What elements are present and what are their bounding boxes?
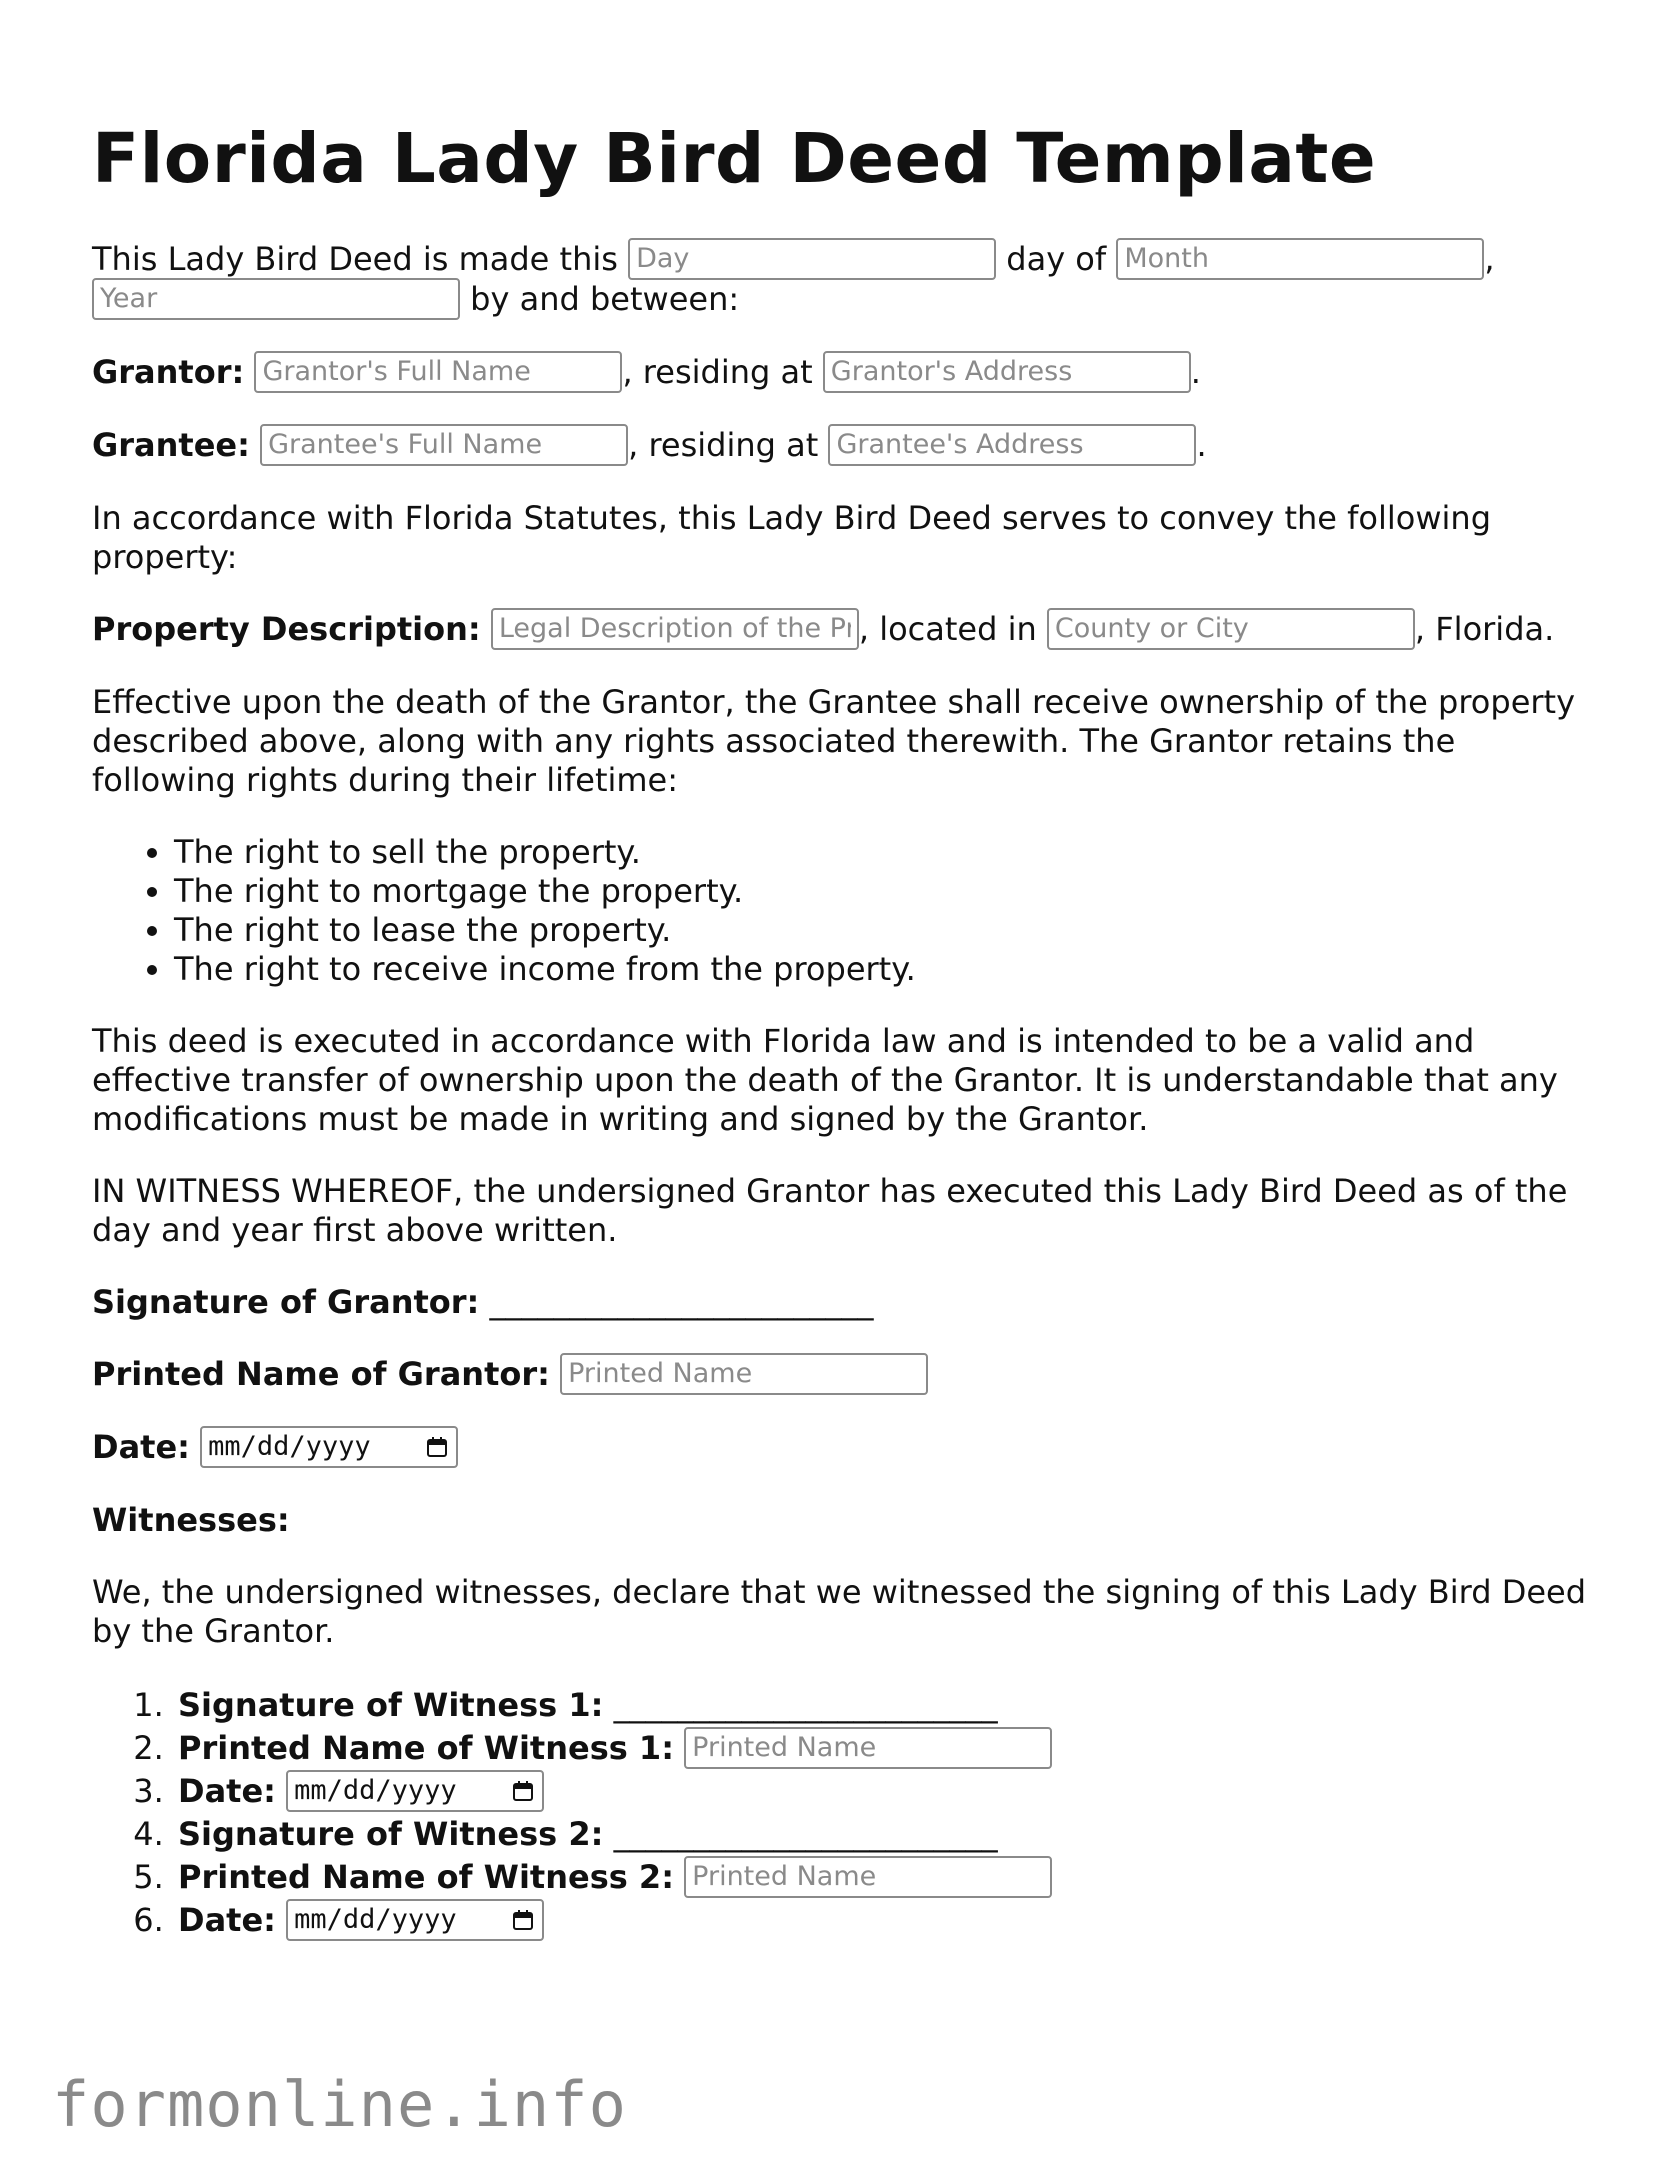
intro-paragraph bbox=[92, 240, 1592, 320]
watermark: formonline.info bbox=[52, 2068, 627, 2141]
page-title: Florida Lady Bird Deed Template bbox=[92, 119, 1377, 199]
witness2-date-label: Date: bbox=[178, 1900, 276, 1939]
grantee-name-field[interactable] bbox=[260, 424, 628, 466]
property-description-field[interactable] bbox=[491, 608, 859, 650]
calendar-icon[interactable] bbox=[512, 1780, 534, 1802]
effective-paragraph: Effective upon the death of the Grantor, the Grantee shall receive ownership of the property described above, along with any rights associated therewith. The Grantor retains the following rights during their lifetime: bbox=[92, 682, 1576, 799]
validity-paragraph: This deed is executed in accordance with Florida law and is intended to be a valid and effective transfer of ownership upon the death of the Grantor. It is understandable that any modifications must be made in writing and signed by the Grantor. bbox=[92, 1021, 1558, 1138]
grantor-printed-name-line bbox=[92, 1355, 1592, 1395]
deed-page bbox=[92, 100, 1592, 1942]
grantor-printed-name-field[interactable] bbox=[560, 1353, 928, 1395]
month-field[interactable] bbox=[1116, 238, 1484, 280]
witnesses-heading-text: Witnesses: bbox=[92, 1500, 290, 1539]
witness1-date-input[interactable] bbox=[286, 1770, 544, 1812]
list-item bbox=[174, 1684, 1592, 1727]
list-item bbox=[174, 1856, 1592, 1899]
witness1-printed-name-label: Printed Name of Witness 1: bbox=[178, 1728, 674, 1767]
intro-text-3: , bbox=[1484, 239, 1495, 278]
witnesses-declaration: We, the undersigned witnesses, declare that we witnessed the signing of this Lady Bird Deed by the Grantor. bbox=[92, 1572, 1587, 1650]
county-city-field[interactable] bbox=[1047, 608, 1415, 650]
witness-whereof-paragraph: IN WITNESS WHEREOF, the undersigned Grantor has executed this Lady Bird Deed as of the day and year first above written. bbox=[92, 1171, 1568, 1249]
year-field[interactable] bbox=[92, 278, 460, 320]
grantor-signature-label: Signature of Grantor: bbox=[92, 1282, 480, 1321]
grantee-period: . bbox=[1196, 425, 1207, 464]
list-item bbox=[174, 1727, 1592, 1770]
grantor-date-line bbox=[92, 1428, 1592, 1468]
grantor-signature-line bbox=[92, 1283, 1592, 1322]
date-placeholder: mm/dd/yyyy bbox=[294, 1774, 457, 1806]
intro-text-4: by and between: bbox=[470, 279, 740, 318]
grantor-address-field[interactable] bbox=[823, 351, 1191, 393]
conveyance-paragraph: In accordance with Florida Statutes, this Lady Bird Deed serves to convey the following property: bbox=[92, 498, 1491, 576]
rights-list bbox=[92, 833, 1592, 989]
date-placeholder: mm/dd/yyyy bbox=[208, 1430, 371, 1462]
list-item: • The right to receive income from the property. bbox=[174, 950, 1592, 989]
witness1-date-label: Date: bbox=[178, 1771, 276, 1810]
list-item: • The right to lease the property. bbox=[174, 911, 1592, 950]
witness2-printed-name-label: Printed Name of Witness 2: bbox=[178, 1857, 674, 1896]
grantor-name-field[interactable] bbox=[254, 351, 622, 393]
grantor-line bbox=[92, 353, 1592, 393]
witness2-signature-blank[interactable]: ________________________ bbox=[613, 1814, 998, 1853]
witness2-signature-label: Signature of Witness 2: bbox=[178, 1814, 604, 1853]
witness2-printed-name-field[interactable] bbox=[684, 1856, 1052, 1898]
witnesses-heading bbox=[92, 1501, 1592, 1540]
grantee-line bbox=[92, 426, 1592, 466]
grantor-printed-name-label: Printed Name of Grantor: bbox=[92, 1354, 550, 1393]
list-item: • The right to mortgage the property. bbox=[174, 872, 1592, 911]
witness2-date-input[interactable] bbox=[286, 1899, 544, 1941]
intro-text-1: This Lady Bird Deed is made this bbox=[92, 239, 618, 278]
grantor-label: Grantor: bbox=[92, 352, 245, 391]
date-placeholder: mm/dd/yyyy bbox=[294, 1903, 457, 1935]
witness1-signature-label: Signature of Witness 1: bbox=[178, 1685, 604, 1724]
witness1-printed-name-field[interactable] bbox=[684, 1727, 1052, 1769]
grantor-date-input[interactable] bbox=[200, 1426, 458, 1468]
intro-text-2: day of bbox=[1006, 239, 1107, 278]
list-item: • The right to sell the property. bbox=[174, 833, 1592, 872]
witness1-signature-blank[interactable]: ________________________ bbox=[613, 1685, 998, 1724]
witness-list bbox=[92, 1684, 1592, 1942]
property-florida-text: , Florida. bbox=[1414, 609, 1555, 648]
list-item bbox=[174, 1813, 1592, 1856]
grantee-label: Grantee: bbox=[92, 425, 250, 464]
list-item bbox=[174, 1899, 1592, 1942]
list-item bbox=[174, 1770, 1592, 1813]
property-located-text: , located in bbox=[858, 609, 1037, 648]
grantor-date-label: Date: bbox=[92, 1427, 190, 1466]
grantor-period: . bbox=[1190, 352, 1201, 391]
day-field[interactable] bbox=[628, 238, 996, 280]
property-label: Property Description: bbox=[92, 609, 481, 648]
calendar-icon[interactable] bbox=[512, 1909, 534, 1931]
grantee-address-field[interactable] bbox=[828, 424, 1196, 466]
property-line bbox=[92, 610, 1592, 650]
grantor-signature-blank[interactable]: ________________________ bbox=[489, 1282, 874, 1321]
grantor-residing-text: , residing at bbox=[622, 352, 813, 391]
calendar-icon[interactable] bbox=[426, 1436, 448, 1458]
grantee-residing-text: , residing at bbox=[628, 425, 819, 464]
